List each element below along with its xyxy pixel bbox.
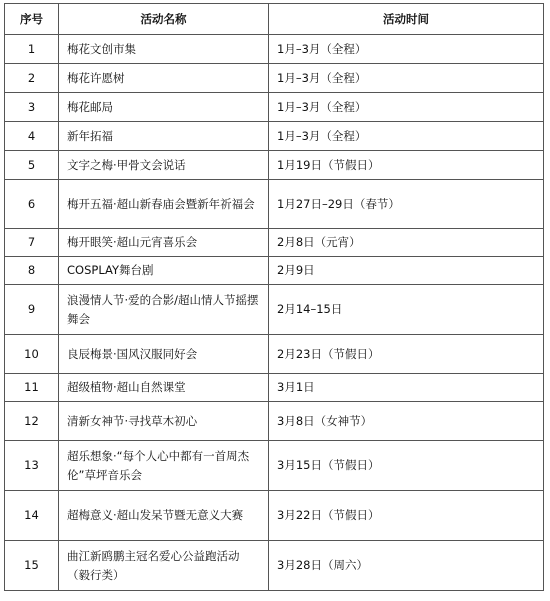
activity-time: 3月8日（女神节） [269,402,544,441]
activity-name: 梅花许愿树 [59,64,269,93]
header-row [5,4,544,35]
activity-time: 3月28日（周六） [269,541,544,591]
table-row [5,491,544,541]
table-row [5,180,544,229]
table-row [5,441,544,491]
row-number: 15 [5,541,59,591]
table-row [5,402,544,441]
row-number: 3 [5,93,59,122]
row-number: 9 [5,285,59,335]
activity-name: 浪漫情人节·爱的合影/超山情人节摇摆舞会 [59,285,269,335]
table-row [5,93,544,122]
activity-time: 2月14–15日 [269,285,544,335]
header-activity-time: 活动时间 [269,4,544,35]
activity-time: 3月15日（节假日） [269,441,544,491]
activity-name: 新年拓福 [59,122,269,151]
table-row [5,35,544,64]
row-number: 7 [5,229,59,257]
activity-time: 3月22日（节假日） [269,491,544,541]
activity-name: 清新女神节·寻找草木初心 [59,402,269,441]
table-row [5,229,544,257]
activity-name: 超乐想象·“每个人心中都有一首周杰伦”草坪音乐会 [59,441,269,491]
table-row [5,335,544,374]
row-number: 6 [5,180,59,229]
activity-name: 文字之梅·甲骨文会说话 [59,151,269,180]
row-number: 8 [5,257,59,285]
table-row [5,374,544,402]
row-number: 14 [5,491,59,541]
header-activity-name: 活动名称 [59,4,269,35]
activity-name: 超级植物·超山自然课堂 [59,374,269,402]
activity-time: 3月1日 [269,374,544,402]
activity-name: COSPLAY舞台剧 [59,257,269,285]
activity-time: 2月8日（元宵） [269,229,544,257]
row-number: 5 [5,151,59,180]
activity-time: 1月–3月（全程） [269,93,544,122]
activity-time: 1月19日（节假日） [269,151,544,180]
activity-name: 梅开眼笑·超山元宵喜乐会 [59,229,269,257]
activity-time: 1月–3月（全程） [269,35,544,64]
row-number: 1 [5,35,59,64]
activity-name: 梅花邮局 [59,93,269,122]
activity-name: 梅开五福·超山新春庙会暨新年祈福会 [59,180,269,229]
table-row [5,257,544,285]
activity-time: 2月9日 [269,257,544,285]
activity-name: 超梅意义·超山发呆节暨无意义大赛 [59,491,269,541]
activity-time: 1月–3月（全程） [269,64,544,93]
table-row [5,64,544,93]
row-number: 11 [5,374,59,402]
table-row [5,151,544,180]
activity-time: 1月27日–29日（春节） [269,180,544,229]
activity-name: 良辰梅景·国风汉服同好会 [59,335,269,374]
table-body [5,35,544,591]
table-row [5,541,544,591]
activity-time: 1月–3月（全程） [269,122,544,151]
row-number: 2 [5,64,59,93]
header-no: 序号 [5,4,59,35]
row-number: 4 [5,122,59,151]
row-number: 10 [5,335,59,374]
row-number: 13 [5,441,59,491]
activity-time: 2月23日（节假日） [269,335,544,374]
activity-name: 梅花文创市集 [59,35,269,64]
row-number: 12 [5,402,59,441]
table-row [5,285,544,335]
table-row [5,122,544,151]
activity-schedule-table [4,3,544,591]
activity-name: 曲江新鸥鹏主冠名爱心公益跑活动（毅行类） [59,541,269,591]
